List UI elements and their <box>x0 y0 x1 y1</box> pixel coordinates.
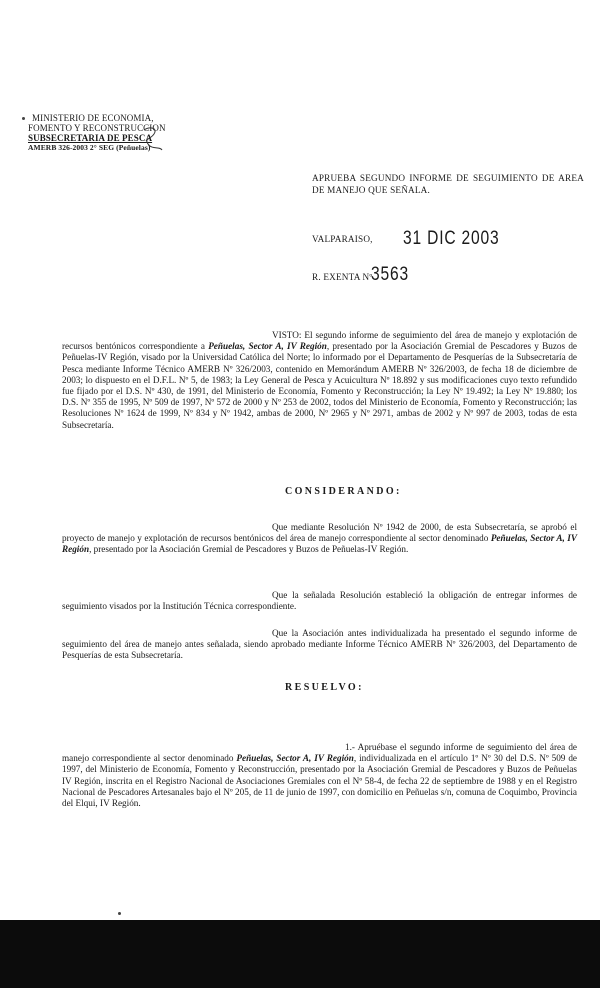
considerando-1-area-name: Peñuelas, Sector A, IV Región <box>62 533 578 555</box>
resolution-number-stamp: 3563 <box>371 264 409 285</box>
resuelvo-heading: RESUELVO: <box>285 682 364 693</box>
scan-border-bottom <box>0 920 600 988</box>
resuelvo-1 <box>62 742 577 809</box>
header-line-2: FOMENTO Y RECONSTRUCCION <box>28 123 166 133</box>
considerando-1-text: Que mediante Resolución Nº 1942 de 2000, de esta Subsecretaría, se aprobó el proyecto de manejo y explotación de recursos bentónicos del área de manejo correspondiente al sector denominado <box>62 522 577 544</box>
considerando-1 <box>62 522 577 556</box>
resolution-date-stamp: 31 DIC 2003 <box>403 228 500 249</box>
visto-paragraph <box>62 330 577 431</box>
resolution-subject: APRUEBA SEGUNDO INFORME DE SEGUIMIENTO DE AREA DE MANEJO QUE SEÑALA. <box>312 173 584 195</box>
visto-text: VISTO: El segundo informe de seguimiento del área de manejo y explotación de recursos bentónicos correspondiente a <box>62 330 577 352</box>
initials-signature <box>140 124 166 154</box>
header-line-4: AMERB 326-2003 2° SEG (Peñuelas) <box>28 143 151 152</box>
ministry-header <box>28 113 208 153</box>
considerando-2 <box>62 590 577 612</box>
margin-mark-bottom <box>118 912 121 915</box>
header-line-3: SUBSECRETARIA DE PESCA <box>28 133 153 143</box>
considerando-3-text: Que la Asociación antes individualizada ha presentado el segundo informe de seguimiento del área de manejo antes señalada, siendo aprobado mediante Informe Técnico AMERB Nº 326/2003, del Departamento de Pesquerías de esta Subsecretaría. <box>62 628 577 661</box>
considerando-1-text-cont: , presentado por la Asociación Gremial de Pescadores y Buzos de Peñuelas-IV Región. <box>89 544 409 555</box>
considerando-2-text: Que la señalada Resolución estableció la obligación de entregar informes de seguimiento visados por la Institución Técnica correspondiente. <box>62 590 577 612</box>
resuelvo-1-area-name: Peñuelas, Sector A, IV Región <box>236 753 354 764</box>
visto-text-cont: , presentado por la Asociación Gremial de Pescadores y Buzos de Peñuelas-IV Región, visado por la Universidad Católica del Norte; lo informado por el Departamento de Pesquerías de la Subsecretaría de Pesca mediante Informe Técnico AMERB Nº 326/2003, contenido en Memorándum AMERB Nº 326/2003, de fecha 18 de diciembre de 2003; lo dispuesto en el D.F.L. Nº 5, de 1983; la Ley General de Pesca y Acuicultura Nº 18.892 y sus modificaciones cuyo texto refundido fue fijado por el D.S. Nº 430, de 1991, del Ministerio de Economía, Fomento y Reconstrucción; la Ley Nº 19.492; la Ley Nº 19.880; los D.S. Nº 355 de 1995, Nº 509 de 1997, Nº 572 de 2000 y Nº 253 de 2002, todos del Ministerio de Economía, Fomento y Reconstrucción; las Resoluciones Nº 1624 de 1999, Nº 834 y Nº 1942, ambas de 2000, Nº 2965 y Nº 2971, ambas de 2002 y Nº 997 de 2003, todas de esta Subsecretaría. <box>62 341 578 430</box>
considerando-3 <box>62 628 577 662</box>
resuelvo-1-text: 1.- Apruébase el segundo informe de seguimiento del área de manejo correspondiente al sector denominado <box>62 742 577 764</box>
resuelvo-1-text-cont: , individualizada en el artículo 1º Nº 30 del D.S. Nº 509 de 1997, del Ministerio de Economía, Fomento y Reconstrucción, presentado por la Asociación Gremial de Pescadores y Buzos de Peñuelas IV Región, inscrita en el Registro Nacional de Asociaciones Gremiales con el Nº 58-4, de fecha 22 de septiembre de 1988 y en el Registro Nacional de Pescadores Artesanales bajo el Nº 205, de 11 de junio de 1997, con domicilio en Peñuelas s/n, comuna de Coquimbo, Provincia del Elqui, IV Región. <box>62 753 578 809</box>
considerando-heading: CONSIDERANDO: <box>285 486 402 497</box>
visto-area-name: Peñuelas, Sector A, IV Región <box>208 341 327 352</box>
header-line-1: MINISTERIO DE ECONOMIA, <box>32 113 154 123</box>
resolution-number-label: R. EXENTA Nº <box>312 272 373 282</box>
margin-mark <box>22 117 25 120</box>
place-label: VALPARAISO, <box>312 234 373 244</box>
